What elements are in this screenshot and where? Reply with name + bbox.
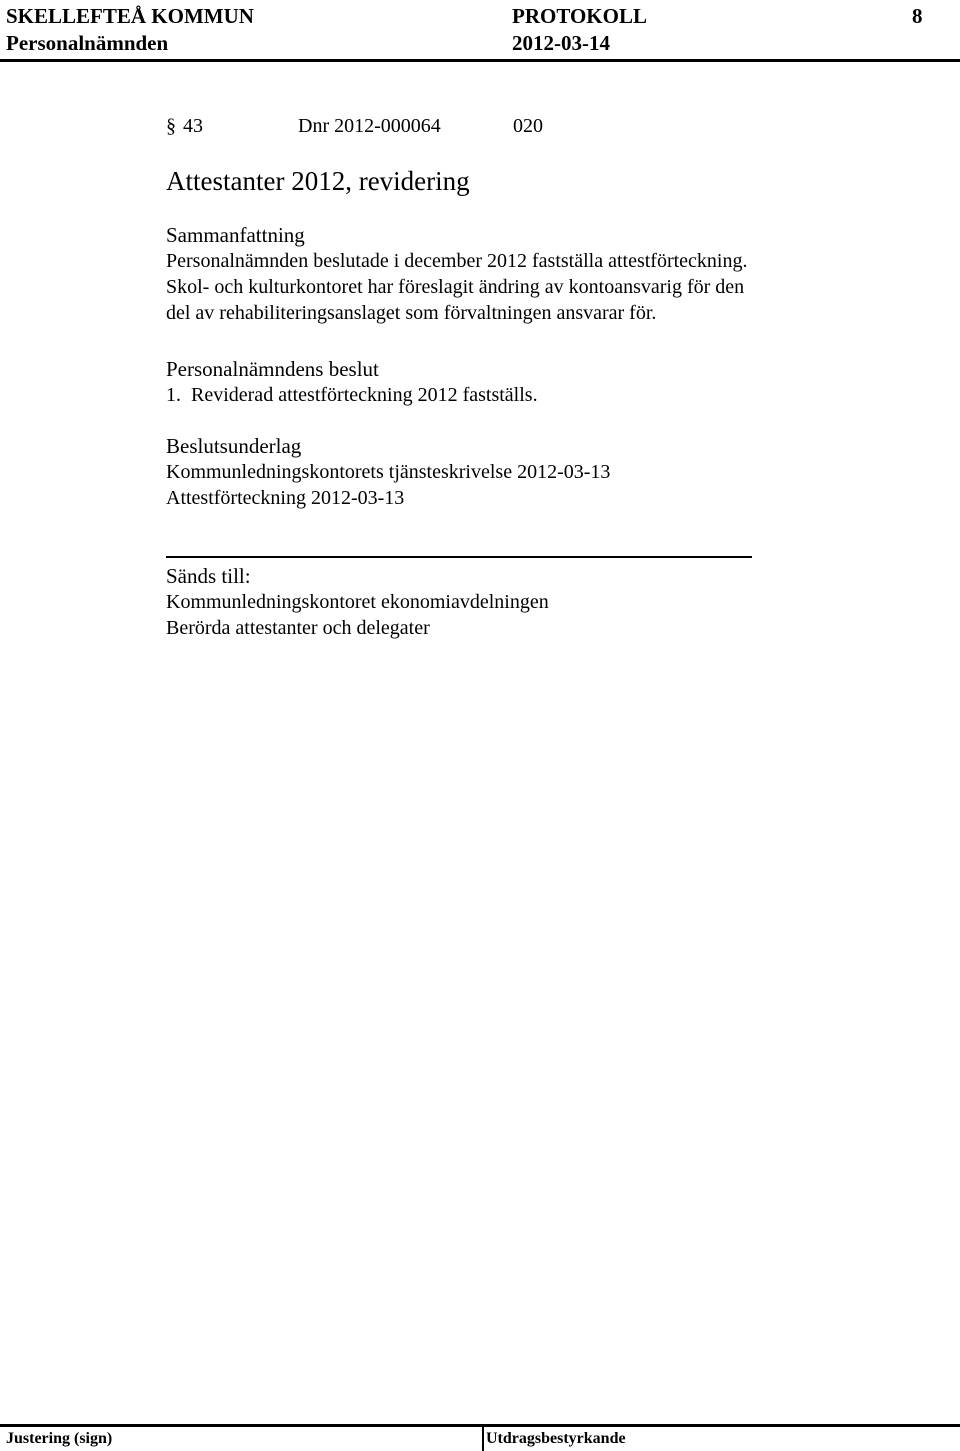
document-date: 2012-03-14	[512, 31, 610, 55]
header-rule	[0, 59, 960, 62]
page-number: 8	[912, 4, 923, 28]
basis-line: Kommunledningskontorets tjänsteskrivelse 2012-03-13	[166, 461, 611, 483]
committee-name: Personalnämnden	[6, 31, 169, 55]
distribution-line: Kommunledningskontoret ekonomiavdelningen	[166, 591, 549, 613]
document-type: PROTOKOLL	[512, 4, 647, 28]
footer-rule	[0, 1424, 960, 1427]
basis-line: Attestförteckning 2012-03-13	[166, 487, 405, 509]
classification-code: 020	[513, 115, 543, 137]
decision-item: 1. Reviderad attestförteckning 2012 fastställs.	[166, 384, 538, 406]
paragraph-number: 43	[183, 115, 203, 137]
paragraph-symbol: §	[166, 115, 176, 137]
dnr-number: Dnr 2012-000064	[298, 115, 441, 137]
summary-line: Skol- och kulturkontoret har föreslagit ändring av kontoansvarig för den	[166, 276, 745, 298]
decision-section	[166, 356, 538, 408]
separator-line	[166, 556, 752, 558]
basis-heading: Beslutsunderlag	[166, 434, 302, 458]
section-title: Attestanter 2012, revidering	[166, 166, 470, 196]
summary-line: Personalnämnden beslutade i december 2012 fastställa attestförteckning.	[166, 250, 748, 272]
basis-section	[166, 433, 610, 511]
distribution-line: Berörda attestanter och delegater	[166, 617, 430, 639]
organization-name: SKELLEFTEÅ KOMMUN	[6, 4, 254, 28]
distribution-section	[166, 563, 549, 641]
summary-line: del av rehabiliteringsanslaget som förvaltningen ansvarar för.	[166, 302, 657, 324]
summary-section	[166, 222, 747, 326]
decision-heading: Personalnämndens beslut	[166, 357, 379, 381]
footer-divider	[482, 1424, 484, 1451]
certification-label: Utdragsbestyrkande	[486, 1430, 626, 1447]
summary-heading: Sammanfattning	[166, 223, 305, 247]
signature-label: Justering (sign)	[6, 1430, 113, 1447]
distribution-heading: Sänds till:	[166, 564, 251, 588]
